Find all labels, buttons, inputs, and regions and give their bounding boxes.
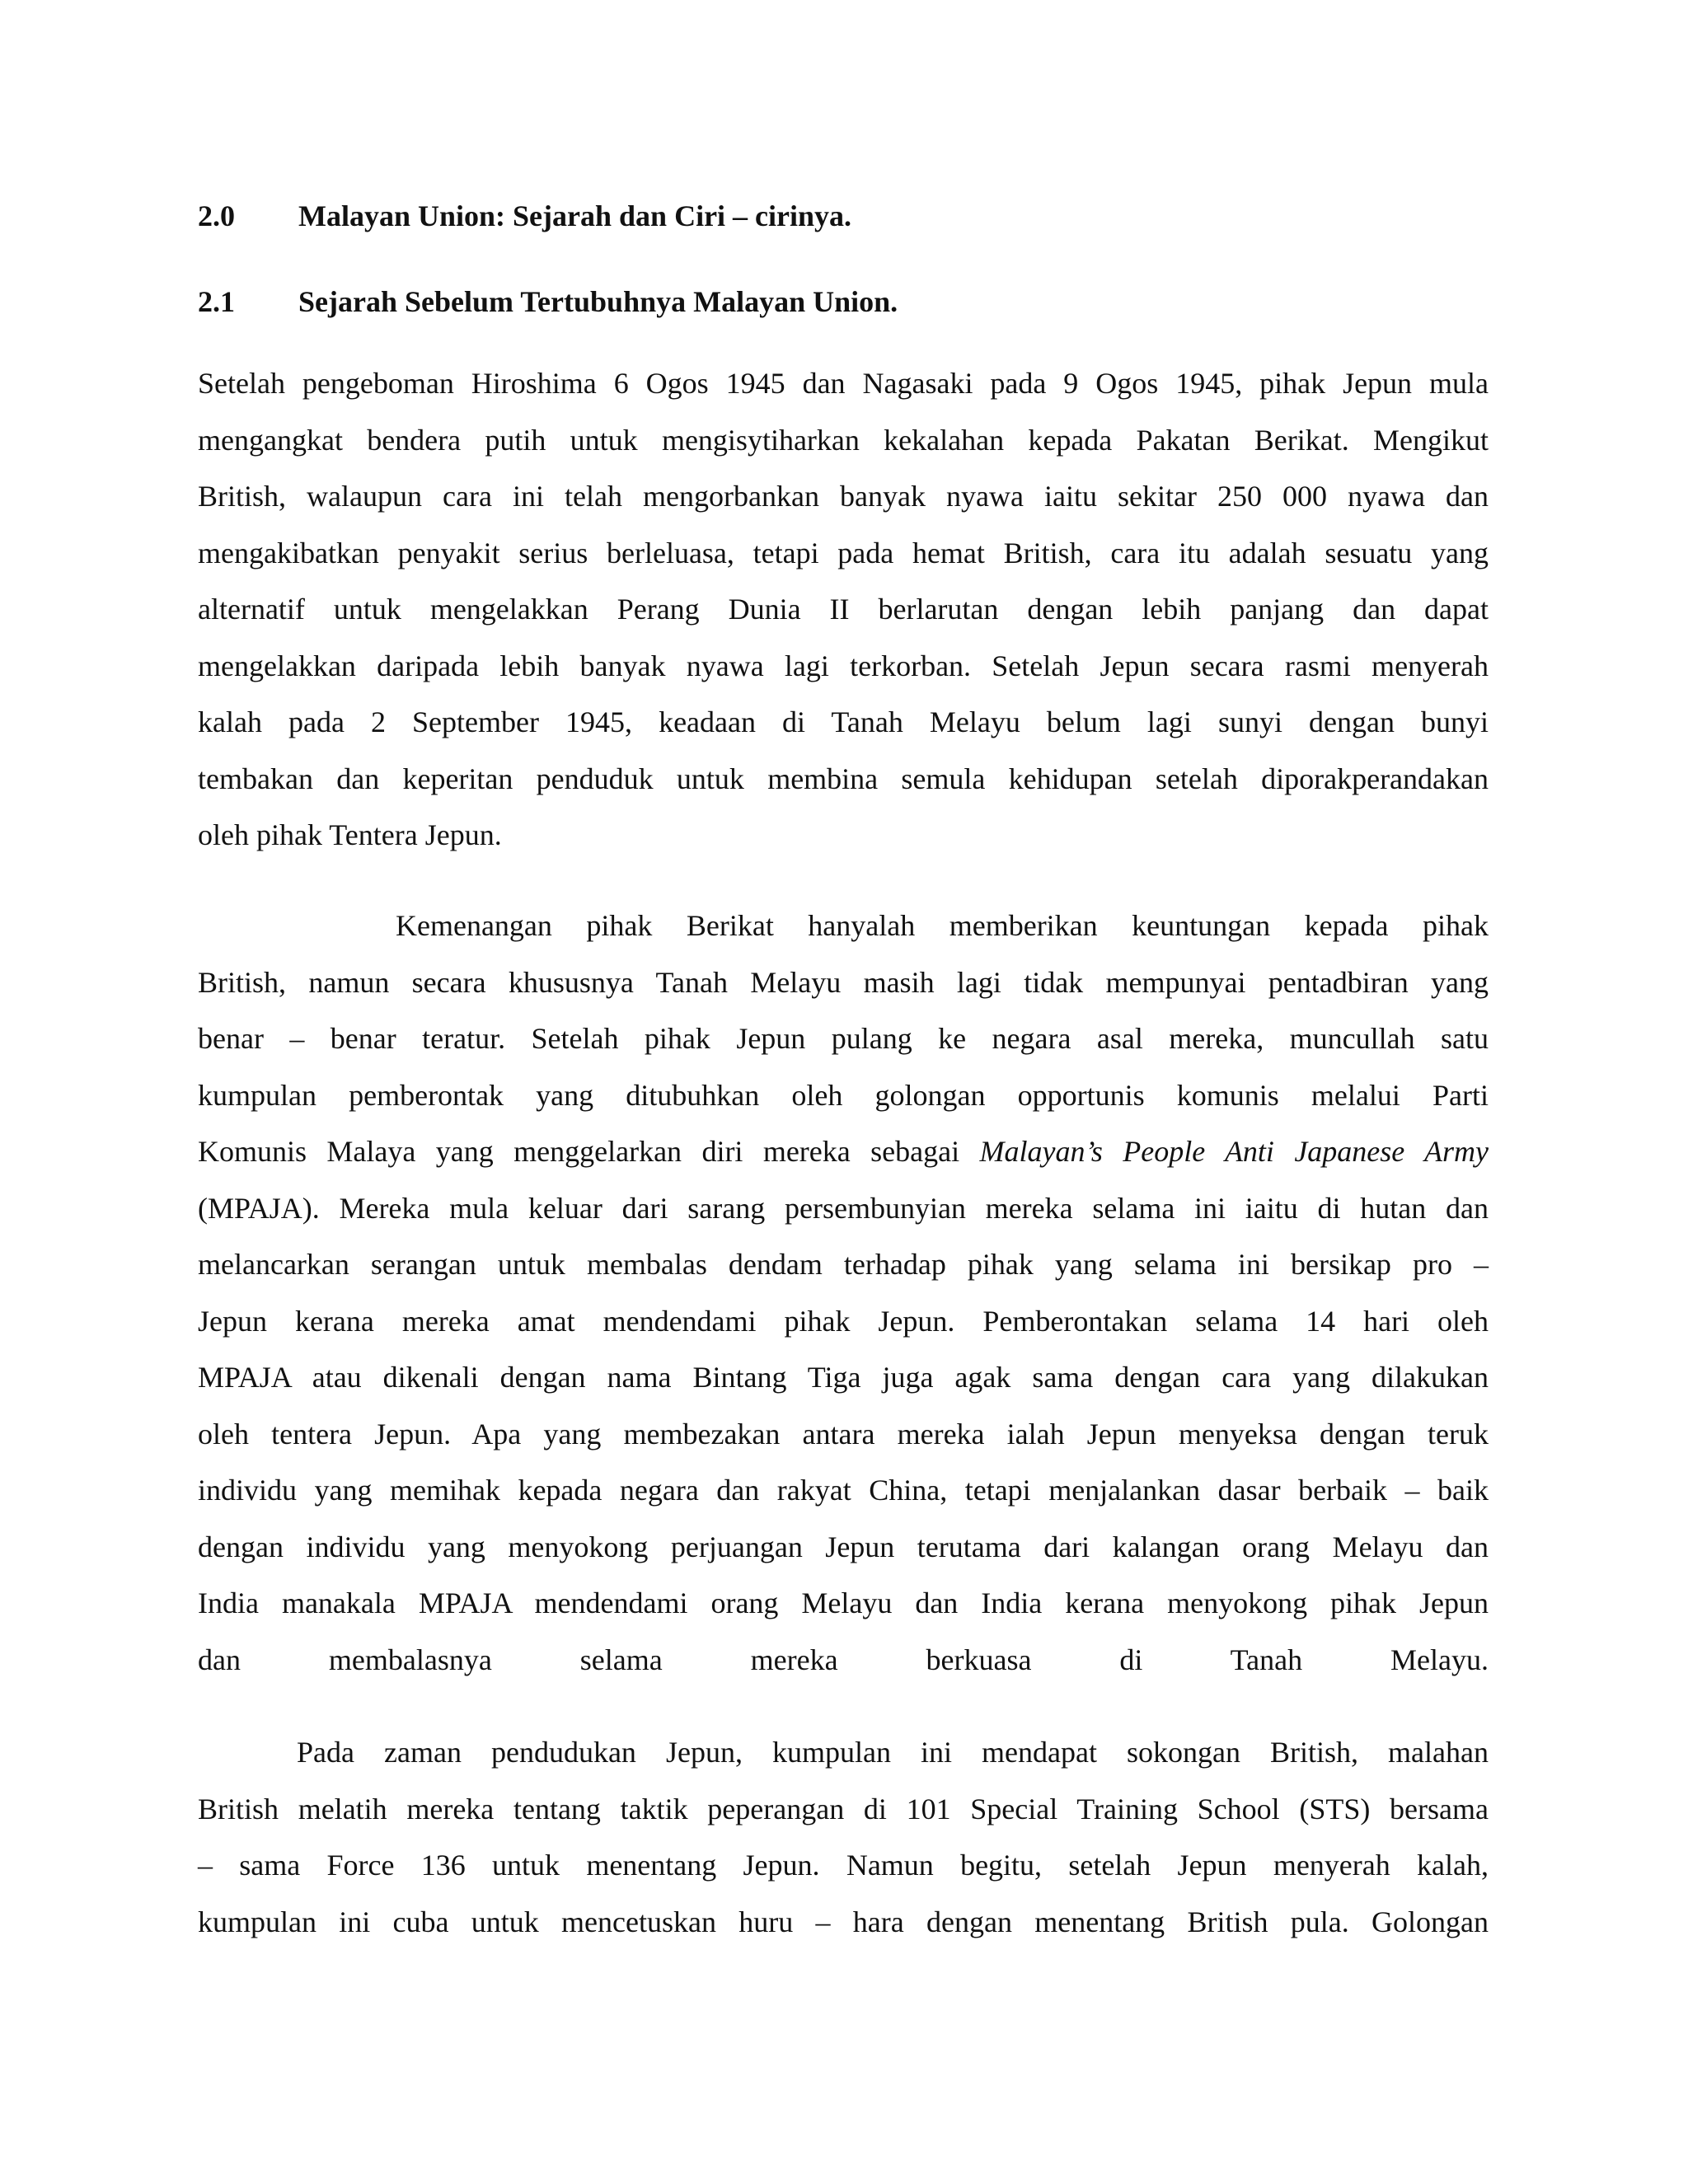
text-line: – sama Force 136 untuk menentang Jepun. Namun begitu, setelah Jepun menyerah kalah, xyxy=(198,1849,1489,1882)
paragraph-3 xyxy=(198,1724,1489,1950)
text-line: Setelah pengeboman Hiroshima 6 Ogos 1945 dan Nagasaki pada 9 Ogos 1945, pihak Jepun mula xyxy=(198,367,1489,400)
text-line: Pada zaman pendudukan Jepun, kumpulan ini mendapat sokongan British, malahan xyxy=(297,1736,1489,1769)
text-line: oleh pihak Tentera Jepun. xyxy=(198,818,502,851)
text-line: kalah pada 2 September 1945, keadaan di Tanah Melayu belum lagi sunyi dengan bunyi xyxy=(198,705,1489,738)
text-line: kumpulan pemberontak yang ditubuhkan oleh golongan opportunis komunis melalui Parti xyxy=(198,1078,1489,1112)
text-line: (MPAJA). Mereka mula keluar dari sarang persembunyian mereka selama ini iaitu di hutan dan xyxy=(198,1191,1489,1225)
text-line: British, namun secara khususnya Tanah Melayu masih lagi tidak mempunyai pentadbiran yang xyxy=(198,965,1489,999)
text-line: dengan individu yang menyokong perjuangan Jepun terutama dari kalangan orang Melayu dan xyxy=(198,1530,1489,1563)
text-line: kumpulan ini cuba untuk mencetuskan huru – hara dengan menentang British pula. Golongan xyxy=(198,1905,1489,1938)
heading-text: Malayan Union: Sejarah dan Ciri – cirinya. xyxy=(298,199,852,232)
paragraph-2 xyxy=(198,898,1489,1745)
heading-number: 2.0 xyxy=(198,199,235,232)
section-heading-2-0 xyxy=(198,196,851,236)
text-line: dan membalasnya selama mereka berkuasa di Tanah Melayu. xyxy=(198,1643,1489,1676)
paragraph-1 xyxy=(198,355,1489,864)
text-line-with-italic xyxy=(198,1123,1489,1180)
text-line: British, walaupun cara ini telah mengorbankan banyak nyawa iaitu sekitar 250 000 nyawa dan xyxy=(198,480,1489,513)
text-line: mengangkat bendera putih untuk mengisytiharkan kekalahan kepada Pakatan Berikat. Mengikut xyxy=(198,423,1489,457)
text-segment: Komunis Malaya yang menggelarkan diri mereka sebagai xyxy=(198,1135,980,1168)
text-line: benar – benar teratur. Setelah pihak Jepun pulang ke negara asal mereka, muncullah satu xyxy=(198,1022,1489,1055)
text-line: tembakan dan keperitan penduduk untuk membina semula kehidupan setelah diporakperandakan xyxy=(198,762,1489,795)
section-heading-2-1 xyxy=(198,282,898,321)
text-line: individu yang memihak kepada negara dan rakyat China, tetapi menjalankan dasar berbaik – baik xyxy=(198,1474,1489,1507)
text-line: mengelakkan daripada lebih banyak nyawa lagi terkorban. Setelah Jepun secara rasmi menyerah xyxy=(198,649,1489,682)
heading-text: Sejarah Sebelum Tertubuhnya Malayan Union. xyxy=(298,285,898,318)
text-line: melancarkan serangan untuk membalas dendam terhadap pihak yang selama ini bersikap pro – xyxy=(198,1248,1489,1281)
text-line: mengakibatkan penyakit serius berleluasa, tetapi pada hemat British, cara itu adalah sesuatu yang xyxy=(198,536,1489,569)
text-line: oleh tentera Jepun. Apa yang membezakan antara mereka ialah Jepun menyeksa dengan teruk xyxy=(198,1417,1489,1451)
text-line: India manakala MPAJA mendendami orang Melayu dan India kerana menyokong pihak Jepun xyxy=(198,1586,1489,1619)
text-line: Jepun kerana mereka amat mendendami pihak Jepun. Pemberontakan selama 14 hari oleh xyxy=(198,1304,1489,1338)
text-line: alternatif untuk mengelakkan Perang Dunia II berlarutan dengan lebih panjang dan dapat xyxy=(198,593,1489,626)
text-line: Kemenangan pihak Berikat hanyalah memberikan keuntungan kepada pihak xyxy=(396,909,1489,942)
text-line: British melatih mereka tentang taktik peperangan di 101 Special Training School (STS) bersama xyxy=(198,1792,1489,1825)
heading-number: 2.1 xyxy=(198,285,235,318)
text-line: MPAJA atau dikenali dengan nama Bintang Tiga juga agak sama dengan cara yang dilakukan xyxy=(198,1361,1489,1394)
italic-army-name: Malayan’s People Anti Japanese Army xyxy=(979,1135,1489,1168)
